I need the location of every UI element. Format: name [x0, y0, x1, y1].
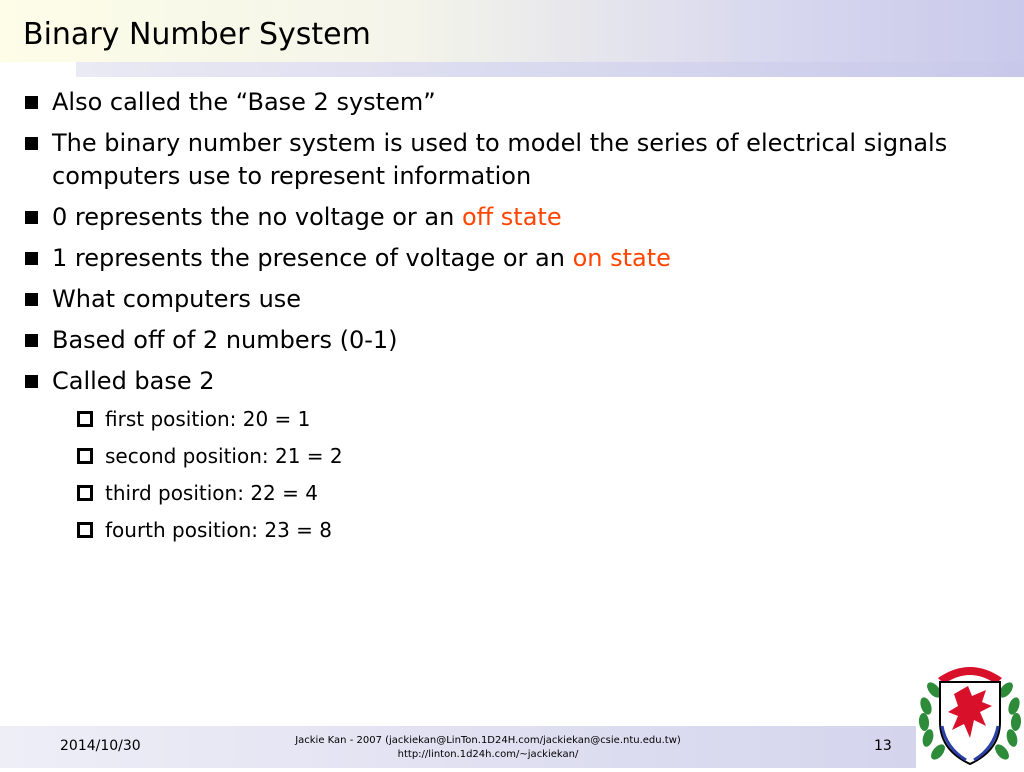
sub-bullet-item	[77, 406, 995, 432]
footer-url-line: http://linton.1d24h.com/~jackiekan/	[397, 749, 579, 760]
bullet-item	[25, 201, 995, 234]
square-bullet-icon	[25, 375, 38, 388]
bullet-item	[25, 324, 995, 357]
hollow-square-bullet-icon	[77, 522, 93, 538]
bullet-text: Based off of 2 numbers (0-1)	[52, 326, 398, 354]
bullet-text: The binary number system is used to model the series of electrical signals computers use to represent information	[52, 129, 948, 190]
square-bullet-icon	[25, 293, 38, 306]
footer-credit	[230, 734, 746, 762]
dragon-crest-logo-icon	[916, 656, 1024, 768]
bullet-text: What computers use	[52, 285, 302, 313]
square-bullet-icon	[25, 334, 38, 347]
slide-title: Binary Number System	[23, 17, 371, 52]
sub-bullet-text: second position: 21 = 2	[105, 444, 343, 468]
highlight-text: on state	[572, 244, 671, 272]
bullet-item	[25, 127, 995, 193]
bullet-item	[25, 242, 995, 275]
highlight-text: off state	[461, 203, 562, 231]
sub-bullet-text: fourth position: 23 = 8	[105, 518, 333, 542]
hollow-square-bullet-icon	[77, 448, 93, 464]
hollow-square-bullet-icon	[77, 485, 93, 501]
bullet-item	[25, 283, 995, 316]
hollow-square-bullet-icon	[77, 411, 93, 427]
bullet-item	[25, 365, 995, 398]
slide-content	[25, 86, 995, 554]
footer-credit-line: Jackie Kan - 2007 (jackiekan@LinTon.1D24H.com/jackiekan@csie.ntu.edu.tw)	[295, 735, 681, 746]
sub-bullet-item	[77, 517, 995, 543]
bullet-text: 1 represents the presence of voltage or an	[52, 244, 573, 272]
sub-bullet-item	[77, 443, 995, 469]
sub-bullet-text: first position: 20 = 1	[105, 407, 311, 431]
sub-bullet-text: third position: 22 = 4	[105, 481, 318, 505]
square-bullet-icon	[25, 137, 38, 150]
bullet-text: Also called the “Base 2 system”	[52, 88, 436, 116]
square-bullet-icon	[25, 96, 38, 109]
square-bullet-icon	[25, 211, 38, 224]
footer-date: 2014/10/30	[60, 738, 141, 754]
bullet-text: 0 represents the no voltage or an	[52, 203, 462, 231]
page-number: 13	[874, 738, 892, 754]
bullet-text: Called base 2	[52, 367, 215, 395]
sub-bullet-item	[77, 480, 995, 506]
square-bullet-icon	[25, 252, 38, 265]
title-accent-stripe	[76, 62, 1024, 77]
bullet-item	[25, 86, 995, 119]
